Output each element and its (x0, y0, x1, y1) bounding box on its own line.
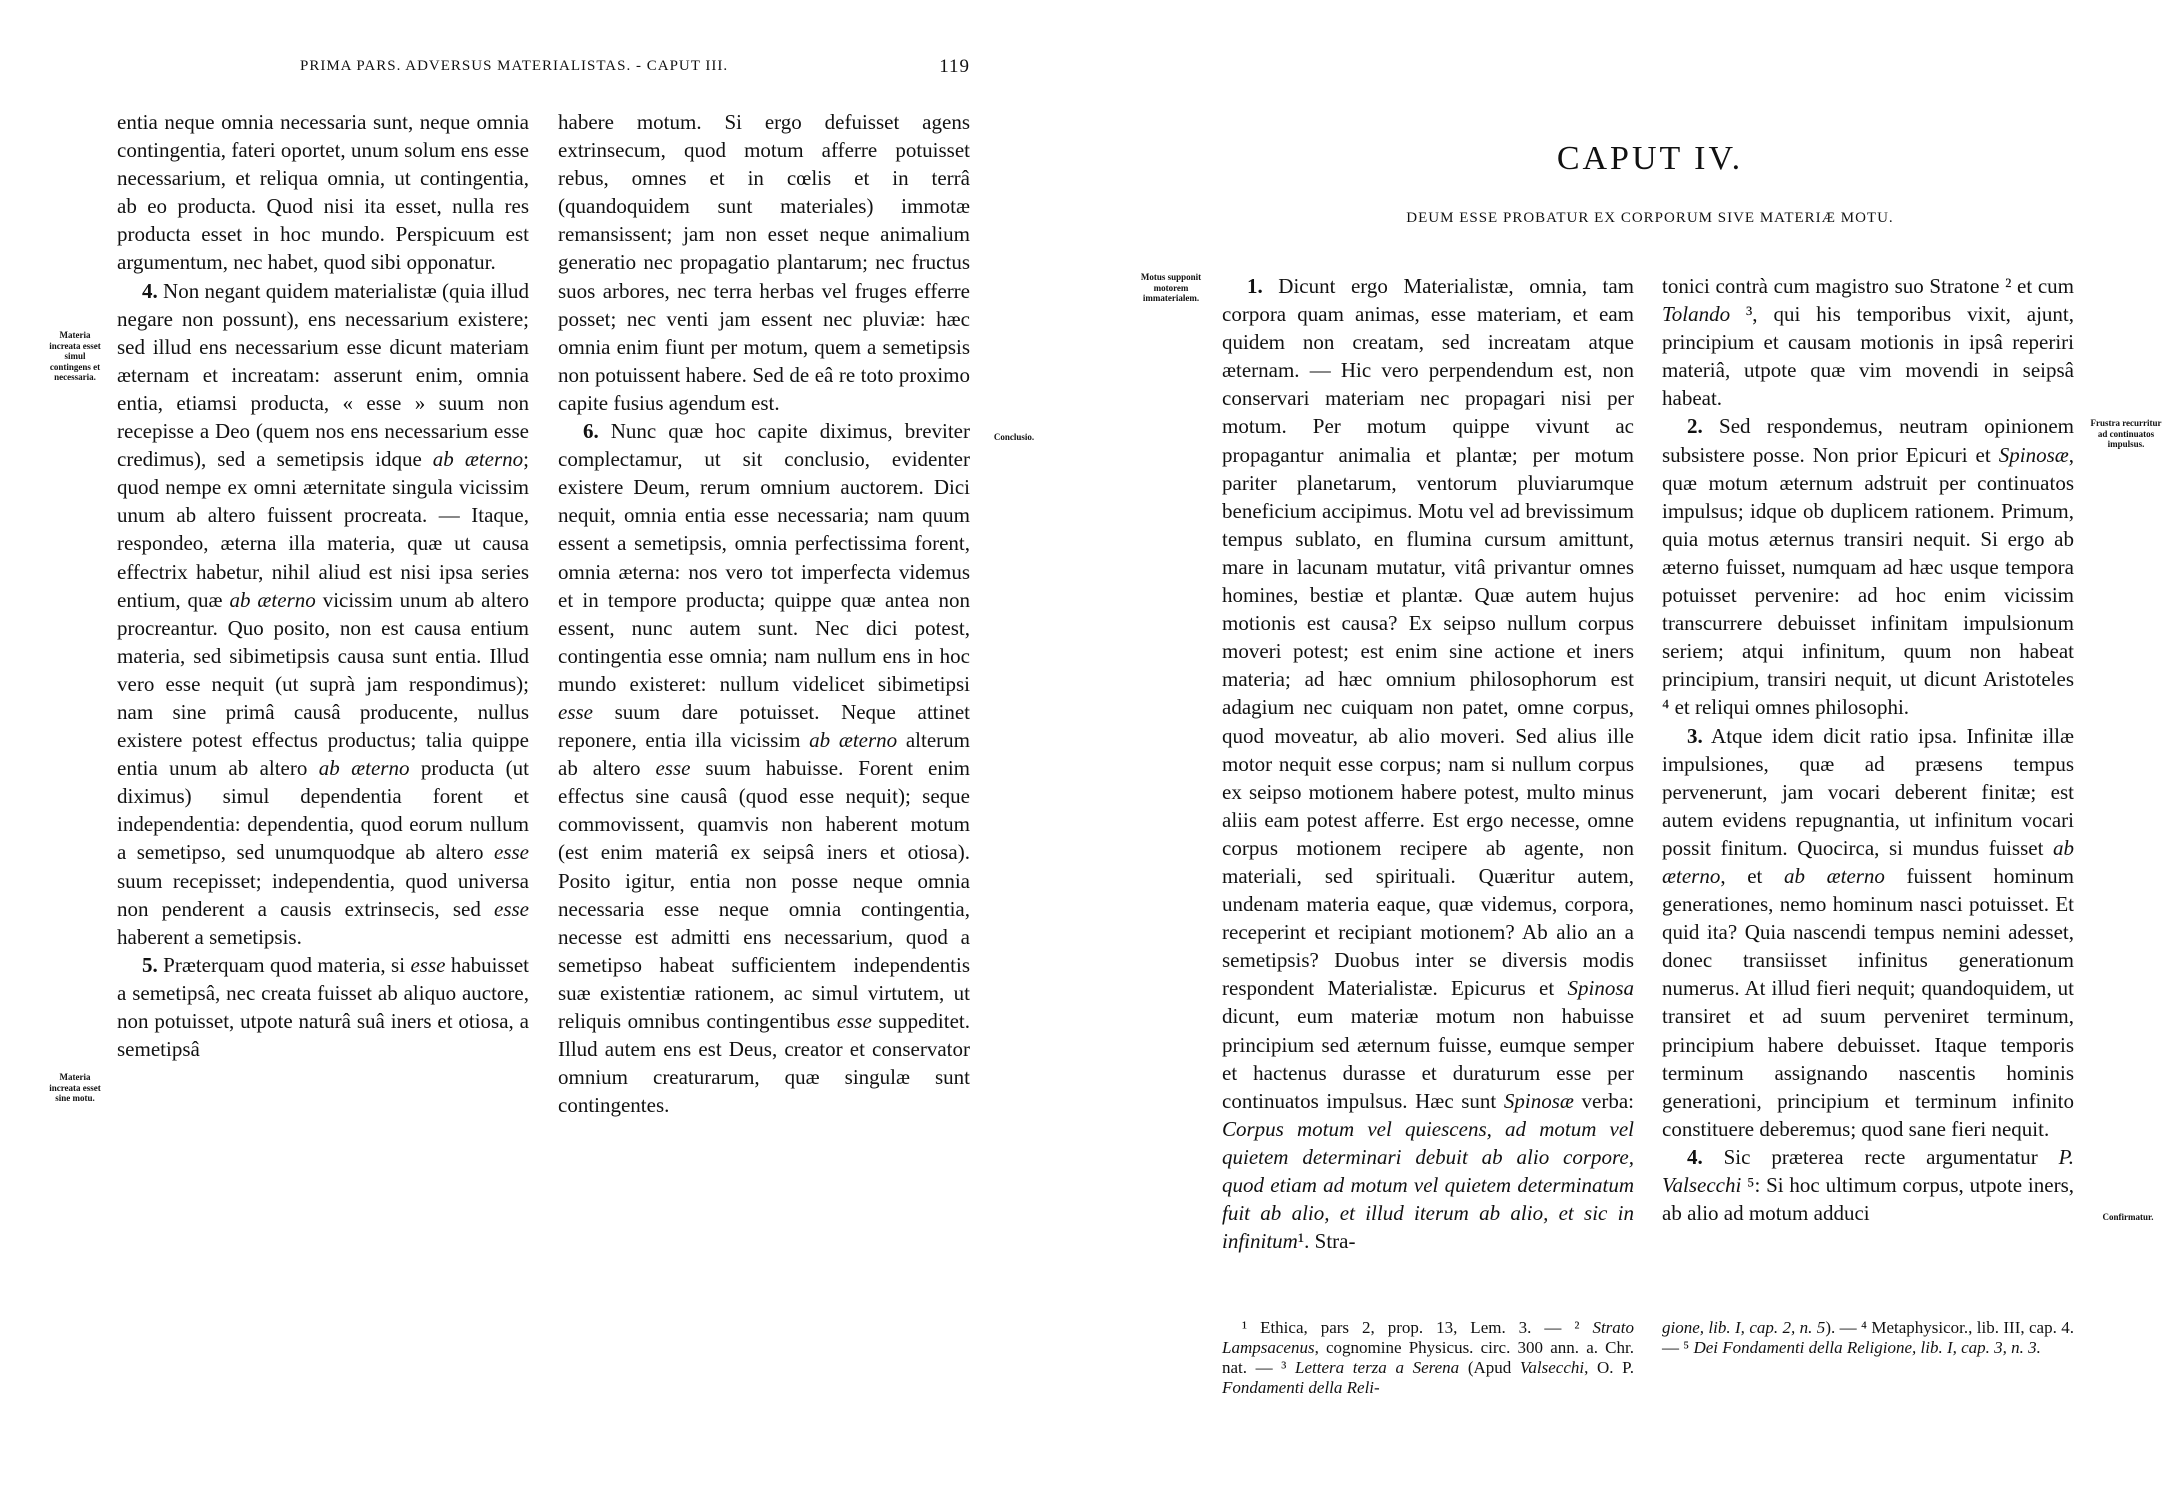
margin-note-materia-contingens: Materia increata esset simul contingens et necessaria. (49, 330, 101, 382)
italic-text: gione, lib. I, cap. 2, n. 5 (1662, 1318, 1826, 1337)
left-column-1 (117, 108, 529, 1063)
paragraph-number: 4. (142, 278, 158, 303)
paragraph-3 (1662, 722, 2074, 1143)
paragraph-4 (117, 277, 529, 951)
text: tonici contrà cum magistro suo Stratone ² et cum (1662, 274, 2074, 298)
footnotes-left (1222, 1318, 1634, 1398)
italic-text: Lettera terza a Serena (1295, 1358, 1460, 1377)
italic-text: Spinosæ (1998, 442, 2069, 467)
text: ; quod nempe ex omni æternitate singula vicissim unum ab altero fuissent procreata. — Itaque, respondeo, æterna illa materia, quæ ut causa effectrix habetur, nihil aliud est nisi ipsa series entium, quæ (117, 447, 529, 612)
margin-note-confirmatur: Confirmatur. (2102, 1212, 2154, 1222)
text: Non negant quidem materialistæ (quia illud negare non possunt), ens necessarium existere; sed illud ens necessarium esse dicunt materiam æternam et increatam: asserunt enim, omnia entia, etiamsi producta, « esse » suum non recepisse a Deo (quem nos ens necessarium esse credimus), sed a semetipsis idque (117, 278, 529, 472)
page-number: 119 (939, 56, 970, 77)
text: Præterquam quod materia, si (157, 952, 411, 977)
italic-text: ab æterno (229, 587, 316, 612)
text: ³, qui his temporibus vixit, ajunt, principium et causam motionis in ipsâ reperiri materiâ, utpote quæ vim movendi in seipsâ habeat. (1662, 302, 2074, 411)
text: fuissent hominum generationes, nemo hominum nasci potuisset. Et quid ita? Quia nascendi tempus nemini adesset, donec transiisset infinitus generationum numerus. At illud fieri nequit; quandoquidem, ut transiret et ad suum perveniret terminum, principium habere debuisset. Itaque temporis terminum assignando nascentis hominis generationi, principium et terminum infinito constituere deberemus; quod sane fieri nequit. (1662, 863, 2074, 1141)
italic-text: ab æterno (1783, 863, 1885, 888)
text: haberent a semetipsis. (117, 924, 302, 949)
margin-note-frustra-recurritur: Frustra recurritur ad continuatos impulsus. (2090, 418, 2162, 449)
paragraph-number: 5. (142, 952, 158, 977)
margin-note-materia-sine-motu: Materia increata esset sine motu. (49, 1072, 101, 1103)
text: dicunt, eum materiæ motum non habuisse principium sed æternum fuisse, eumque semper et hactenus durasse et duraturum esse per continuatos impulsus. Hæc sunt (1222, 1004, 1634, 1113)
text: vicissim unum ab altero procreantur. Quo posito, non est causa entium materia, sed sibimetipsis causa sunt entia. Illud vero esse nequit (ut suprà jam respondimus); nam sine primâ causâ producente, nullus existere potest effectus productus; talia quippe entia unum ab altero (117, 587, 529, 781)
italic-text: Corpus motum vel quiescens, ad motum vel quietem determinari debuit ab alio corpore, quod etiam ad motum vel quietem determinatum fuit ab alio, et illud iterum ab alio, et sic in infinitum (1222, 1116, 1634, 1254)
italic-text: ab æterno (1662, 835, 2074, 888)
italic-text: ab æterno (432, 447, 524, 472)
italic-text: Dei Fondamenti della Religione, lib. I, cap. 3, n. 3. (1693, 1338, 2041, 1357)
text: , cognomine Physicus. circ. 300 ann. a. Chr. nat. — ³ (1222, 1338, 1634, 1377)
paragraph: habere motum. Si ergo defuisset agens extrinsecum, quod motum afferre potuisset rebus, omnes et in cœlis et in terrâ (quandoquidem sunt materiales) immotæ remansissent; jam non esset neque animalium generatio nec propagatio plantarum; nec fructus suos arbores, nec terra herbas vel fruges efferre posset; nec venti jam essent nec pluviæ: hæc omnia enim fiunt per motum, quem a semetipsis non potuissent habere. Sed de eâ re toto proximo capite fusius agendum est. (558, 110, 970, 415)
text: suum recepisset; independentia, quod universa non penderent a causis extrinsecis, sed (117, 868, 529, 921)
paragraph-number: 2. (1687, 414, 1703, 439)
italic-text: Fondamenti della Reli- (1222, 1378, 1380, 1397)
text: Atque idem dicit ratio ipsa. Infinitæ illæ impulsiones, quæ ad præsens tempus pervenerunt, jam vocari deberent finitæ; est autem evidens repugnantia, ut infinitum vocari possit finitum. Quocirca, si mundus fuisset (1662, 723, 2074, 860)
text: Sic præterea recte argumentatur (1702, 1144, 2059, 1169)
italic-text: ab æterno (809, 728, 898, 753)
italic-text: esse (494, 896, 529, 921)
italic-text: ab æterno (318, 756, 410, 781)
text: verba: (1573, 1088, 1634, 1113)
text: suum habuisse. Forent enim effectus sine causâ (quod esse nequit); seque commovissent, quamvis non haberent motum (est enim materiâ ex seipsâ iners et otiosa). Posito igitur, entia non posse neque omnia necessaria esse neque omnia contingentia, necesse est admitti ens necessarium, quod a semetipso habeat sufficientem independentis suæ existentiæ rationem, ac simul virtutem, ut reliquis omnibus contingentibus (558, 756, 970, 1033)
text: alterum ab altero (558, 728, 970, 781)
text: Dicunt ergo Materialistæ, omnia, tam corpora quam animas, esse materiam, et eam quidem non creatam, sed increatam atque æternam. — Hic vero perpendendum est, non conservari materiam nec propagari nisi per motum. Per motum quippe vivunt ac propagantur animalia et plantæ; per motum pariter planetarum, ventorum pluviarumque beneficium accipimus. Motu vel ad brevissimum tempus sublato, en flumina cursum amittunt, mare in lacunam mutatur, vitâ privantur omnes homines, bestiæ et plantæ. Quæ autem hujus motionis est causa? Ex seipso nullum corpus moveri potest; est enim sine actione et iners materia; ad hæc omnium philosophorum est adagium nec cuiquam non patet, omne corpus, quod moveatur, ab alio moveri. Sed alius ille motor nequit esse corpus; nam si nullum corpus ex seipso motionem habere potest, multo minus aliis eam potest afferre. Est ergo necesse, omne corpus motionem recipere ab agente, non materiali, sed spirituali. Quæritur autem, undenam materia eaque, quæ videmus, corpora, receperint et recipiant motionem? Ab alio an a semetipsis? Duobus inter se diversis modis respondent Materialistæ. Epicurus et (1222, 274, 1634, 1001)
right-column-1 (1222, 272, 1634, 1255)
italic-text: esse (558, 699, 593, 724)
text: , O. P. (1584, 1358, 1634, 1377)
footnotes-right (1662, 1318, 2074, 1358)
paragraph (1662, 272, 2074, 412)
text: ). — ⁴ Metaphysicor., lib. III, cap. 4. — ⁵ (1662, 1318, 2074, 1357)
page-header (300, 58, 970, 75)
text: producta (ut diximus) simul dependentia forent et independentia: dependentia, quod eorum nullum a semetipso, sed unumquodque ab altero (117, 756, 529, 865)
italic-text: Tolando (1662, 302, 1731, 327)
paragraph-4 (1662, 1143, 2074, 1227)
running-head: PRIMA PARS. ADVERSUS MATERIALISTAS. - CAPUT III. (300, 58, 729, 74)
paragraph-number: 1. (1247, 274, 1263, 298)
italic-text: Spinosa (1567, 976, 1634, 1001)
paragraph-5 (117, 951, 529, 1063)
margin-note-conclusio: Conclusio. (993, 432, 1035, 442)
paragraph-6 (558, 417, 970, 1119)
text: Sed respondemus, neutram opinionem subsistere posse. Non prior Epicuri et (1662, 414, 2074, 467)
paragraph-number: 6. (583, 419, 599, 444)
chapter-title: CAPUT IV. (1556, 140, 1744, 177)
italic-text: esse (410, 952, 446, 977)
paragraph-number: 4. (1687, 1144, 1703, 1169)
paragraph-1 (1222, 272, 1634, 1255)
italic-text: Strato Lampsacenus (1222, 1318, 1634, 1357)
paragraph-number: 3. (1687, 723, 1703, 748)
paragraph: entia neque omnia necessaria sunt, neque omnia contingentia, fateri oportet, unum solum ens esse necessarium, et reliqua omnia, ut contingentia, ab eo producta. Quod nisi ita esset, nulla res producta esset in hoc mundo. Perspicuum est argumentum, nec habet, quod sibi opponatur. (117, 110, 529, 275)
text: , et (1720, 863, 1784, 888)
paragraph-2 (1662, 412, 2074, 721)
italic-text: P. Valsecchi (1662, 1144, 2074, 1197)
text: Nunc quæ hoc capite diximus, breviter complectamur, ut sit conclusio, evidenter existere Deum, rerum omnium auctorem. Dici nequit, omnia entia esse necessaria; nam quum essent a semetipsis, omnia perfectissima forent, omnia æterna: nos vero tot imperfecta videmus et in tempore producta; quippe quæ antea non essent, nunc autem sunt. Nec dici potest, contingentia esse omnia; nam nullum ens in hoc mundo existeret: nullum videlicet sibimetipsi (558, 419, 970, 696)
chapter-subtitle: DEUM ESSE PROBATUR EX CORPORUM SIVE MATERIÆ MOTU. (1406, 210, 1894, 226)
text: (Apud (1459, 1358, 1520, 1377)
text: suum dare potuisset. Neque attinet reponere, entia illa vicissim (558, 699, 970, 753)
text: suppeditet. Illud autem ens est Deus, creator et conservator omnium creaturarum, quæ singulæ sunt contingentes. (558, 1009, 970, 1118)
footnote (1222, 1318, 1634, 1398)
text: ⁵: Si hoc ultimum corpus, utpote iners, ab alio ad motum adduci (1662, 1173, 2074, 1226)
right-column-2 (1662, 272, 2074, 1227)
margin-note-motus-supponit: Motus supponit motorem immaterialem. (1140, 272, 1202, 303)
italic-text: esse (836, 1009, 872, 1033)
left-column-2 (558, 108, 970, 1119)
italic-text: esse (655, 756, 691, 781)
text: ¹. Stra- (1297, 1229, 1356, 1254)
text: ¹ Ethica, pars 2, prop. 13, Lem. 3. — ² (1242, 1318, 1593, 1337)
italic-text: Spinosæ (1503, 1088, 1574, 1113)
italic-text: Valsecchi (1519, 1358, 1585, 1377)
footnote (1662, 1318, 2074, 1358)
text: , quæ motum æternum adstruit per continuatos impulsus; idque ob duplicem rationem. Primum, quia motus æternus transiri nequit. Si ergo ab æterno fuisset, numquam ad hæc usque tempora potuisset pervenire: ad hoc enim vicissim transcurrere debuisset infinitam impulsionum seriem; atqui infinitum, quum non habeat principium, transiri nequit, ut dicunt Aristoteles ⁴ et reliqui omnes philosophi. (1662, 442, 2074, 720)
italic-text: esse (494, 840, 529, 865)
text: habuisset a semetipsâ, nec creata fuisset ab aliquo auctore, non potuisset, utpote naturâ suâ iners et otiosa, a semetipsâ (117, 952, 530, 1062)
